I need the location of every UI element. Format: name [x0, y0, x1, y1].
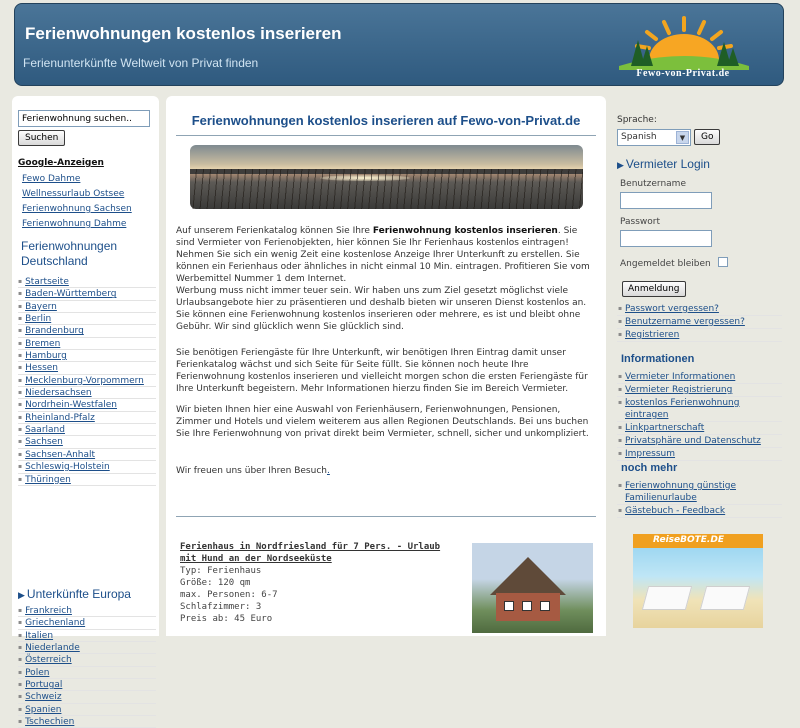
login-section-title[interactable] [617, 157, 710, 171]
listing-title-link[interactable]: Ferienhaus in Nordfriesland für 7 Pers. - Urlaub mit Hund an der Nordseeküste [180, 542, 441, 564]
nav-item[interactable] [18, 605, 156, 617]
link-item[interactable] [617, 397, 782, 422]
nav-item[interactable] [18, 362, 156, 374]
closing-link[interactable]: . [326, 466, 330, 476]
house-window [504, 601, 514, 611]
nav-link[interactable]: Schweiz [25, 692, 62, 703]
listing-persons: max. Personen: 6-7 [180, 590, 278, 600]
nav-item[interactable] [18, 642, 156, 654]
germany-title-line-1: Ferienwohnungen [21, 239, 118, 253]
nav-item[interactable] [18, 679, 156, 691]
nav-link[interactable]: Berlin [25, 314, 52, 325]
nav-link[interactable]: Spanien [25, 704, 62, 715]
europe-nav-list [18, 605, 156, 728]
europe-title-label: Unterkünfte Europa [26, 587, 131, 601]
link-item[interactable] [617, 422, 782, 435]
house-window [540, 601, 550, 611]
reisebote-ad-banner[interactable] [633, 534, 763, 628]
nav-item[interactable] [18, 436, 156, 448]
link[interactable]: Vermieter Informationen [625, 372, 736, 382]
nav-item[interactable] [18, 325, 156, 337]
nav-item[interactable] [18, 313, 156, 325]
nav-item[interactable] [18, 617, 156, 629]
search-button[interactable]: Suchen [18, 130, 65, 146]
logo-text: Fewo-von-Privat.de [636, 68, 730, 79]
nav-link[interactable]: Frankreich [25, 606, 72, 616]
banner-reeds [190, 169, 583, 209]
more-section-title: noch mehr [621, 462, 678, 474]
language-select[interactable] [617, 129, 691, 146]
intro-text-cont: . Sie sind Vermieter von Ferienobjekten, hier können Sie Ihr Ferienhaus kostenlos eintragen! Nehmen Sie sich ein wenig Zeit eine kostenlose Anzeige Ihrer Unterkunft zu erstellen. Sie können ein Ferienhaus oder ähnliches in nicht einmal 10 Min. eintragen. Profitieren Sie vom Werbemittel Nummer 1 dem Internet. [176, 226, 590, 284]
ad-link[interactable]: Fewo Dahme [22, 174, 81, 184]
nav-link[interactable]: Brandenburg [25, 326, 84, 337]
nav-item[interactable] [18, 288, 156, 300]
password-label: Passwort [620, 217, 661, 227]
site-header [14, 3, 784, 86]
ad-link[interactable]: Wellnessurlaub Ostsee [22, 189, 125, 199]
nav-item[interactable] [18, 387, 156, 399]
remember-checkbox[interactable] [718, 257, 728, 267]
germany-nav-list [18, 276, 156, 486]
nav-item[interactable] [18, 276, 156, 288]
language-select-value: Spanish [621, 132, 657, 142]
nav-link[interactable]: Schleswig-Holstein [25, 462, 110, 473]
site-title[interactable]: Ferienwohnungen kostenlos inserieren [25, 24, 342, 43]
nav-link[interactable]: Niederlande [25, 643, 80, 654]
info-links [617, 371, 782, 461]
left-sidebar [12, 96, 159, 728]
europe-section-title[interactable] [18, 587, 131, 601]
nav-link[interactable]: Sachsen [25, 437, 63, 448]
listing-type: Typ: Ferienhaus [180, 566, 262, 576]
link-item[interactable] [617, 303, 782, 316]
main-content [166, 96, 606, 636]
link-item[interactable] [617, 384, 782, 397]
intro-text: Auf unserem Ferienkatalog können Sie Ihre [176, 226, 373, 236]
nav-item[interactable] [18, 704, 156, 716]
go-button[interactable]: Go [694, 129, 720, 145]
ad-link[interactable]: Ferienwohnung Sachsen [22, 204, 132, 214]
link[interactable]: Linkpartnerschaft [625, 423, 705, 433]
beach-chair-icon [700, 586, 750, 610]
nav-link[interactable]: Portugal [25, 680, 63, 691]
triangle-right-icon: ▶ [617, 160, 624, 170]
link[interactable]: Passwort vergessen? [625, 304, 719, 314]
username-field[interactable] [620, 192, 712, 209]
germany-section-title [21, 239, 117, 269]
beach-chair-icon [642, 586, 692, 610]
link-item[interactable] [617, 316, 782, 329]
nav-link[interactable]: Tschechien [25, 717, 75, 728]
password-field[interactable] [620, 230, 712, 247]
nav-item[interactable] [18, 375, 156, 387]
google-ads-title: Google-Anzeigen [18, 158, 104, 168]
link-item[interactable] [617, 448, 782, 461]
link[interactable]: kostenlos Ferienwohnung eintragen [625, 398, 740, 420]
house-window [522, 601, 532, 611]
chevron-down-icon: ▼ [676, 131, 689, 144]
nav-item[interactable] [18, 691, 156, 703]
username-label: Benutzername [620, 179, 686, 189]
nav-item[interactable] [18, 474, 156, 486]
link-item[interactable] [617, 480, 782, 505]
triangle-right-icon: ▶ [18, 590, 25, 600]
paragraph-4 [176, 465, 598, 477]
link[interactable]: Benutzername vergessen? [625, 317, 745, 327]
nav-link[interactable]: Sachsen-Anhalt [25, 449, 96, 460]
nav-link[interactable]: Hamburg [25, 351, 67, 362]
nav-link[interactable]: Niedersachsen [25, 388, 92, 399]
remember-label: Angemeldet bleiben [620, 259, 711, 269]
link-item[interactable] [617, 371, 782, 384]
nav-link[interactable]: Bayern [25, 301, 57, 312]
nav-link[interactable]: Italien [25, 630, 54, 641]
closing-text: Wir freuen uns über Ihren Besuch [176, 466, 327, 476]
link[interactable]: Registrieren [625, 330, 680, 340]
nav-link[interactable]: Rheinland-Pfalz [25, 412, 95, 423]
divider [176, 135, 596, 136]
ad-link[interactable]: Ferienwohnung Dahme [22, 219, 127, 229]
nav-item[interactable] [18, 667, 156, 679]
nav-link[interactable]: Saarland [25, 425, 65, 436]
info-section-title: Informationen [621, 353, 695, 365]
nav-link[interactable]: Mecklenburg-Vorpommern [25, 375, 144, 386]
link[interactable]: Impressum [625, 449, 676, 459]
link[interactable]: Vermieter Registrierung [625, 385, 733, 395]
listing-size: Größe: 120 qm [180, 578, 251, 588]
nav-link[interactable]: Startseite [25, 277, 69, 287]
paragraph-2: Sie benötigen Feriengäste für Ihre Unterkunft, wir benötigen Ihren Eintrag damit unser Ferienkatalog wächst und sich Seite für Seite füllt. Sie können noch heute Ihre Ferienwohnung kostenlos inserieren und vielleicht morgen schon die ersten Feriengäste für Ihre Unterkunft begeistern. Mehr Informationen hierzu finden Sie im Bereich Vermieter. [176, 348, 588, 394]
paragraph-3: Wir bieten Ihnen hier eine Auswahl von Ferienhäusern, Ferienwohnungen, Pensionen, Zimmer und Hotels und vielem weiterem aus allen Regionen Deutschlands. Bei uns buchen Sie Ihre Ferienwohnung von privat direkt beim Vermieter, schnell, sicher und unkompliziert. [176, 405, 589, 439]
right-sidebar [612, 96, 784, 636]
nav-item[interactable] [18, 461, 156, 473]
login-button[interactable]: Anmeldung [622, 281, 686, 297]
nav-item[interactable] [18, 338, 156, 350]
language-label: Sprache: [617, 115, 657, 125]
nav-link[interactable]: Baden-Württemberg [25, 289, 117, 300]
nav-item[interactable] [18, 449, 156, 461]
link-item[interactable] [617, 435, 782, 448]
nav-item[interactable] [18, 630, 156, 642]
intro-paragraph [176, 225, 598, 333]
nav-item[interactable] [18, 350, 156, 362]
link-item[interactable] [617, 329, 782, 342]
nav-item[interactable] [18, 716, 156, 728]
nav-link[interactable]: Hessen [25, 363, 59, 374]
link[interactable]: Privatsphäre und Datenschutz [625, 436, 761, 446]
login-links [617, 303, 782, 342]
nav-link[interactable]: Griechenland [25, 618, 86, 629]
nav-link[interactable]: Polen [25, 667, 50, 678]
lake-sunset-banner-image [190, 145, 583, 209]
login-title-label: Vermieter Login [625, 157, 710, 171]
listing-bedrooms: Schlafzimmer: 3 [180, 602, 262, 612]
nav-item[interactable] [18, 412, 156, 424]
site-subtitle: Ferienunterkünfte Weltweit von Privat finden [23, 56, 259, 70]
house-roof [490, 557, 566, 595]
listing-house-image[interactable] [472, 543, 593, 633]
nav-item[interactable] [18, 654, 156, 666]
nav-link[interactable]: Nordrhein-Westfalen [25, 400, 117, 411]
ad-banner-text: ReiseBOTE.DE [653, 535, 724, 545]
nav-link[interactable]: Bremen [25, 338, 61, 349]
nav-link[interactable]: Österreich [25, 655, 72, 666]
site-logo[interactable] [609, 10, 759, 84]
link-item[interactable] [617, 505, 782, 518]
intro-highlight: Ferienwohnung kostenlos inserieren [372, 226, 558, 236]
link[interactable]: Gästebuch - Feedback [625, 506, 726, 516]
nav-item[interactable] [18, 301, 156, 313]
more-links [617, 480, 782, 518]
listing-price: Preis ab: 45 Euro [180, 614, 273, 624]
search-input[interactable] [18, 110, 150, 127]
nav-item[interactable] [18, 424, 156, 436]
nav-link[interactable]: Thüringen [25, 474, 71, 485]
germany-title-line-2: Deutschland [21, 254, 88, 268]
page-title: Ferienwohnungen kostenlos inserieren auf Fewo-von-Privat.de [191, 113, 581, 128]
intro-text-2: Werbung muss nicht immer teuer sein. Wir haben uns zum Ziel gesetzt möglichst viele Urlaubsangebote hier zu präsentieren und deshalb bieten wir unseren Dienst kostenlos an. Sie können eine Ferienwohnung kostenlos inserieren oder mehrere, es ist und bleibt ohne Gebühr. Wir sind glücklich wenn Sie glücklich sind. [176, 286, 587, 332]
nav-item[interactable] [18, 399, 156, 411]
google-ads-list [22, 172, 132, 232]
divider [176, 516, 596, 517]
link[interactable]: Ferienwohnung günstige Familienurlaube [625, 481, 737, 503]
